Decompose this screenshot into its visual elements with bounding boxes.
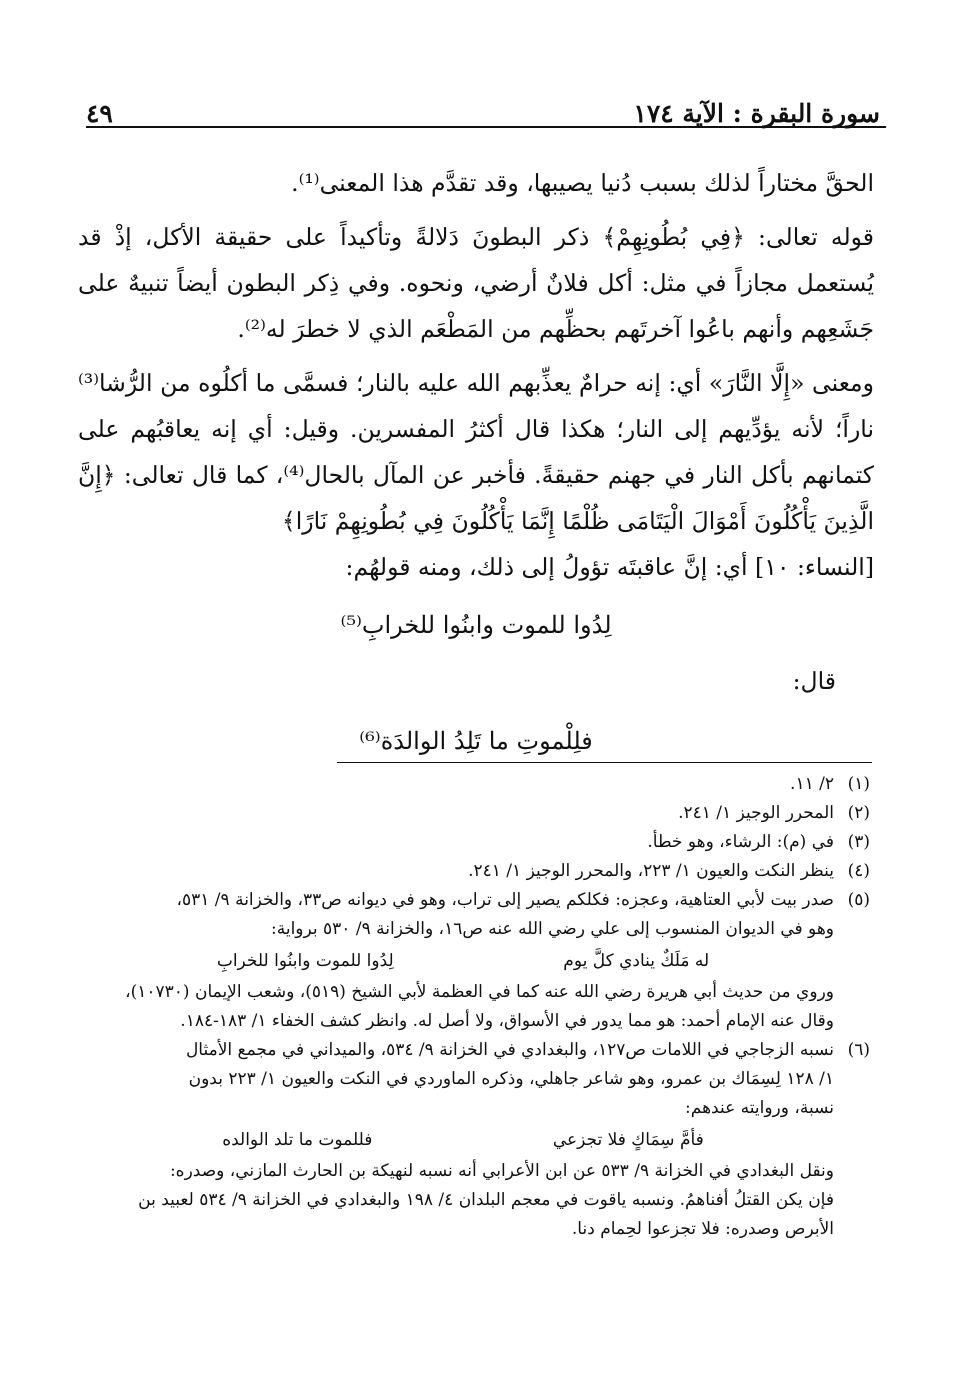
paragraph-2: قوله تعالى: ﴿فِي بُطُونِهِمْ﴾ ذكر البطونَ دَلالةً وتأكيداً على حقيقة الأكل، إذْ قد يُستعمل مجازاً في مثل: أكل فلانٌ أرضي، ونحوه. وفي ذِكر البطون أيضاً تنبيهٌ على جَشَعِهم وأنهم باعُوا آخرتَهم بحظِّهم من المَطْعَم الذي لا خطرَ له⁽²⁾. [78,223,874,343]
footnote-number: (١) [847,774,870,794]
footnote-6 [92,1036,870,1244]
footnote-number: (٥) [847,890,870,910]
footnote-number: (٦) [847,1040,870,1060]
verse-second-half: لِدُوا للموت وابنُوا للخرابِ [216,951,394,971]
footnote-line: نسبه الزجاجي في اللامات ص١٢٧، والبغدادي في الخزانة ٩/ ٥٣٤، والميداني في مجمع الأمثال [185,1040,834,1060]
footnote-line: ونقل البغدادي في الخزانة ٩/ ٥٣٣ عن ابن الأعرابي أنه نسبه لنهيكة بن الحارث المازني، وصدره: [169,1161,834,1181]
paragraph-4: [النساء: ١٠] أي: إنَّ عاقبتَه تؤولُ إلى ذلك، ومنه قولهُم: [345,553,874,581]
verse-2: فلِلْموتِ ما تَلِدُ الوالدَة⁽⁶⁾ [359,727,593,755]
footnote-text: ٢/ ١١. [790,774,834,794]
footnote-verse [92,1123,834,1157]
footnotes [92,770,870,1244]
footnote-5 [92,886,870,1036]
footnote-text [92,886,834,1036]
footnote-line: نسبة، وروايته عندهم: [685,1098,834,1118]
page-number: ٤٩ [86,99,113,128]
footnote-1 [92,770,870,799]
footnote-text: ينظر النكت والعيون ١/ ٢٢٣، والمحرر الوجيز ١/ ٢٤١. [468,861,834,881]
footnote-line: صدر بيت لأبي العتاهية، وعجزه: فكلكم يصير إلى تراب، وهو في ديوانه ص٣٣، والخزانة ٩/ ٥٣١، [176,890,834,910]
footnote-line: ١/ ١٢٨ لِسِمَاك بن عمرو، وهو شاعر جاهلي، وذكره الماوردي في النكت والعيون ١/ ٢٢٣ بدون [188,1069,834,1089]
footnote-line: وروي من حديث أبي هريرة رضي الله عنه كما في العظمة لأبي الشيخ (٥١٩)، وشعب الإيمان (١٠٧٣٠)، [125,982,834,1002]
footnote-2 [92,799,870,828]
paragraph-1: الحقَّ مختاراً لذلك بسبب دُنيا يصيبها، وقد تقدَّم هذا المعنى⁽¹⁾. [291,169,874,197]
verse-second-half: فللموت ما تلد الوالده [222,1130,373,1150]
footnote-text [92,1036,834,1244]
footnote-4 [92,857,870,886]
footnote-line: وقال عنه الإمام أحمد: هو مما يدور في الأسواق، ولا أصل له. وانظر كشف الخفاء ١/ ١٨٣-١٨٤. [180,1011,834,1031]
footnote-line: وهو في الديوان المنسوب إلى علي رضي الله عنه ص١٦، والخزانة ٩/ ٥٣٠ برواية: [271,919,834,939]
verse-first-half: له مَلَكٌ ينادي كلَّ يوم [563,951,710,971]
running-title: سورة البقرة : الآية ١٧٤ [633,99,880,128]
footnote-number: (٤) [847,861,870,881]
footnote-rule [337,762,872,763]
page-header [86,88,880,128]
footnote-number: (٢) [847,803,870,823]
paragraph-3: ومعنى «إِلَّا النَّارَ» أي: إنه حرامٌ يعذِّبهم الله عليه بالنار؛ فسمَّى ما أكلُوه من الرُّشا⁽³⁾ ناراً؛ لأنه يؤدِّيهم إلى النار؛ هكذا قال أكثرُ المفسرين. وقيل: أي إنه يعاقبُهم على كتمانهم بأكل النار في جهنم حقيقةً. فأخبر عن المآل بالحال⁽⁴⁾، كما قال تعالى: ﴿إِنَّ الَّذِينَ يَأْكُلُونَ أَمْوَالَ الْيَتَامَى ظُلْمًا إِنَّمَا يَأْكُلُونَ فِي بُطُونِهِمْ نَارًا﴾ [78,369,874,535]
footnote-number: (٣) [847,832,870,852]
verse-first-half: فأمَّ سِمَاكٍ فلا تجزعي [552,1130,704,1150]
qal-label: قال: [792,667,836,695]
footnote-line: الأبرص وصدره: فلا تجزعوا لحِمام دنا. [571,1219,834,1239]
main-text [78,160,874,772]
footnote-verse [92,944,834,978]
footnote-text: المحرر الوجيز ١/ ٢٤١. [678,803,834,823]
verse-1: لِدُوا للموت وابنُوا للخرابِ⁽⁵⁾ [340,611,612,639]
header-rule [86,126,886,128]
footnote-text: في (م): الرشاء، وهو خطأ. [647,832,834,852]
footnote-3 [92,828,870,857]
footnote-line: فإن يكن القتلُ أفناهمُ. ونسبه ياقوت في معجم البلدان ٤/ ١٩٨ والبغدادي في الخزانة ٩/ ٥٣٤ لعبيد بن [138,1190,834,1210]
